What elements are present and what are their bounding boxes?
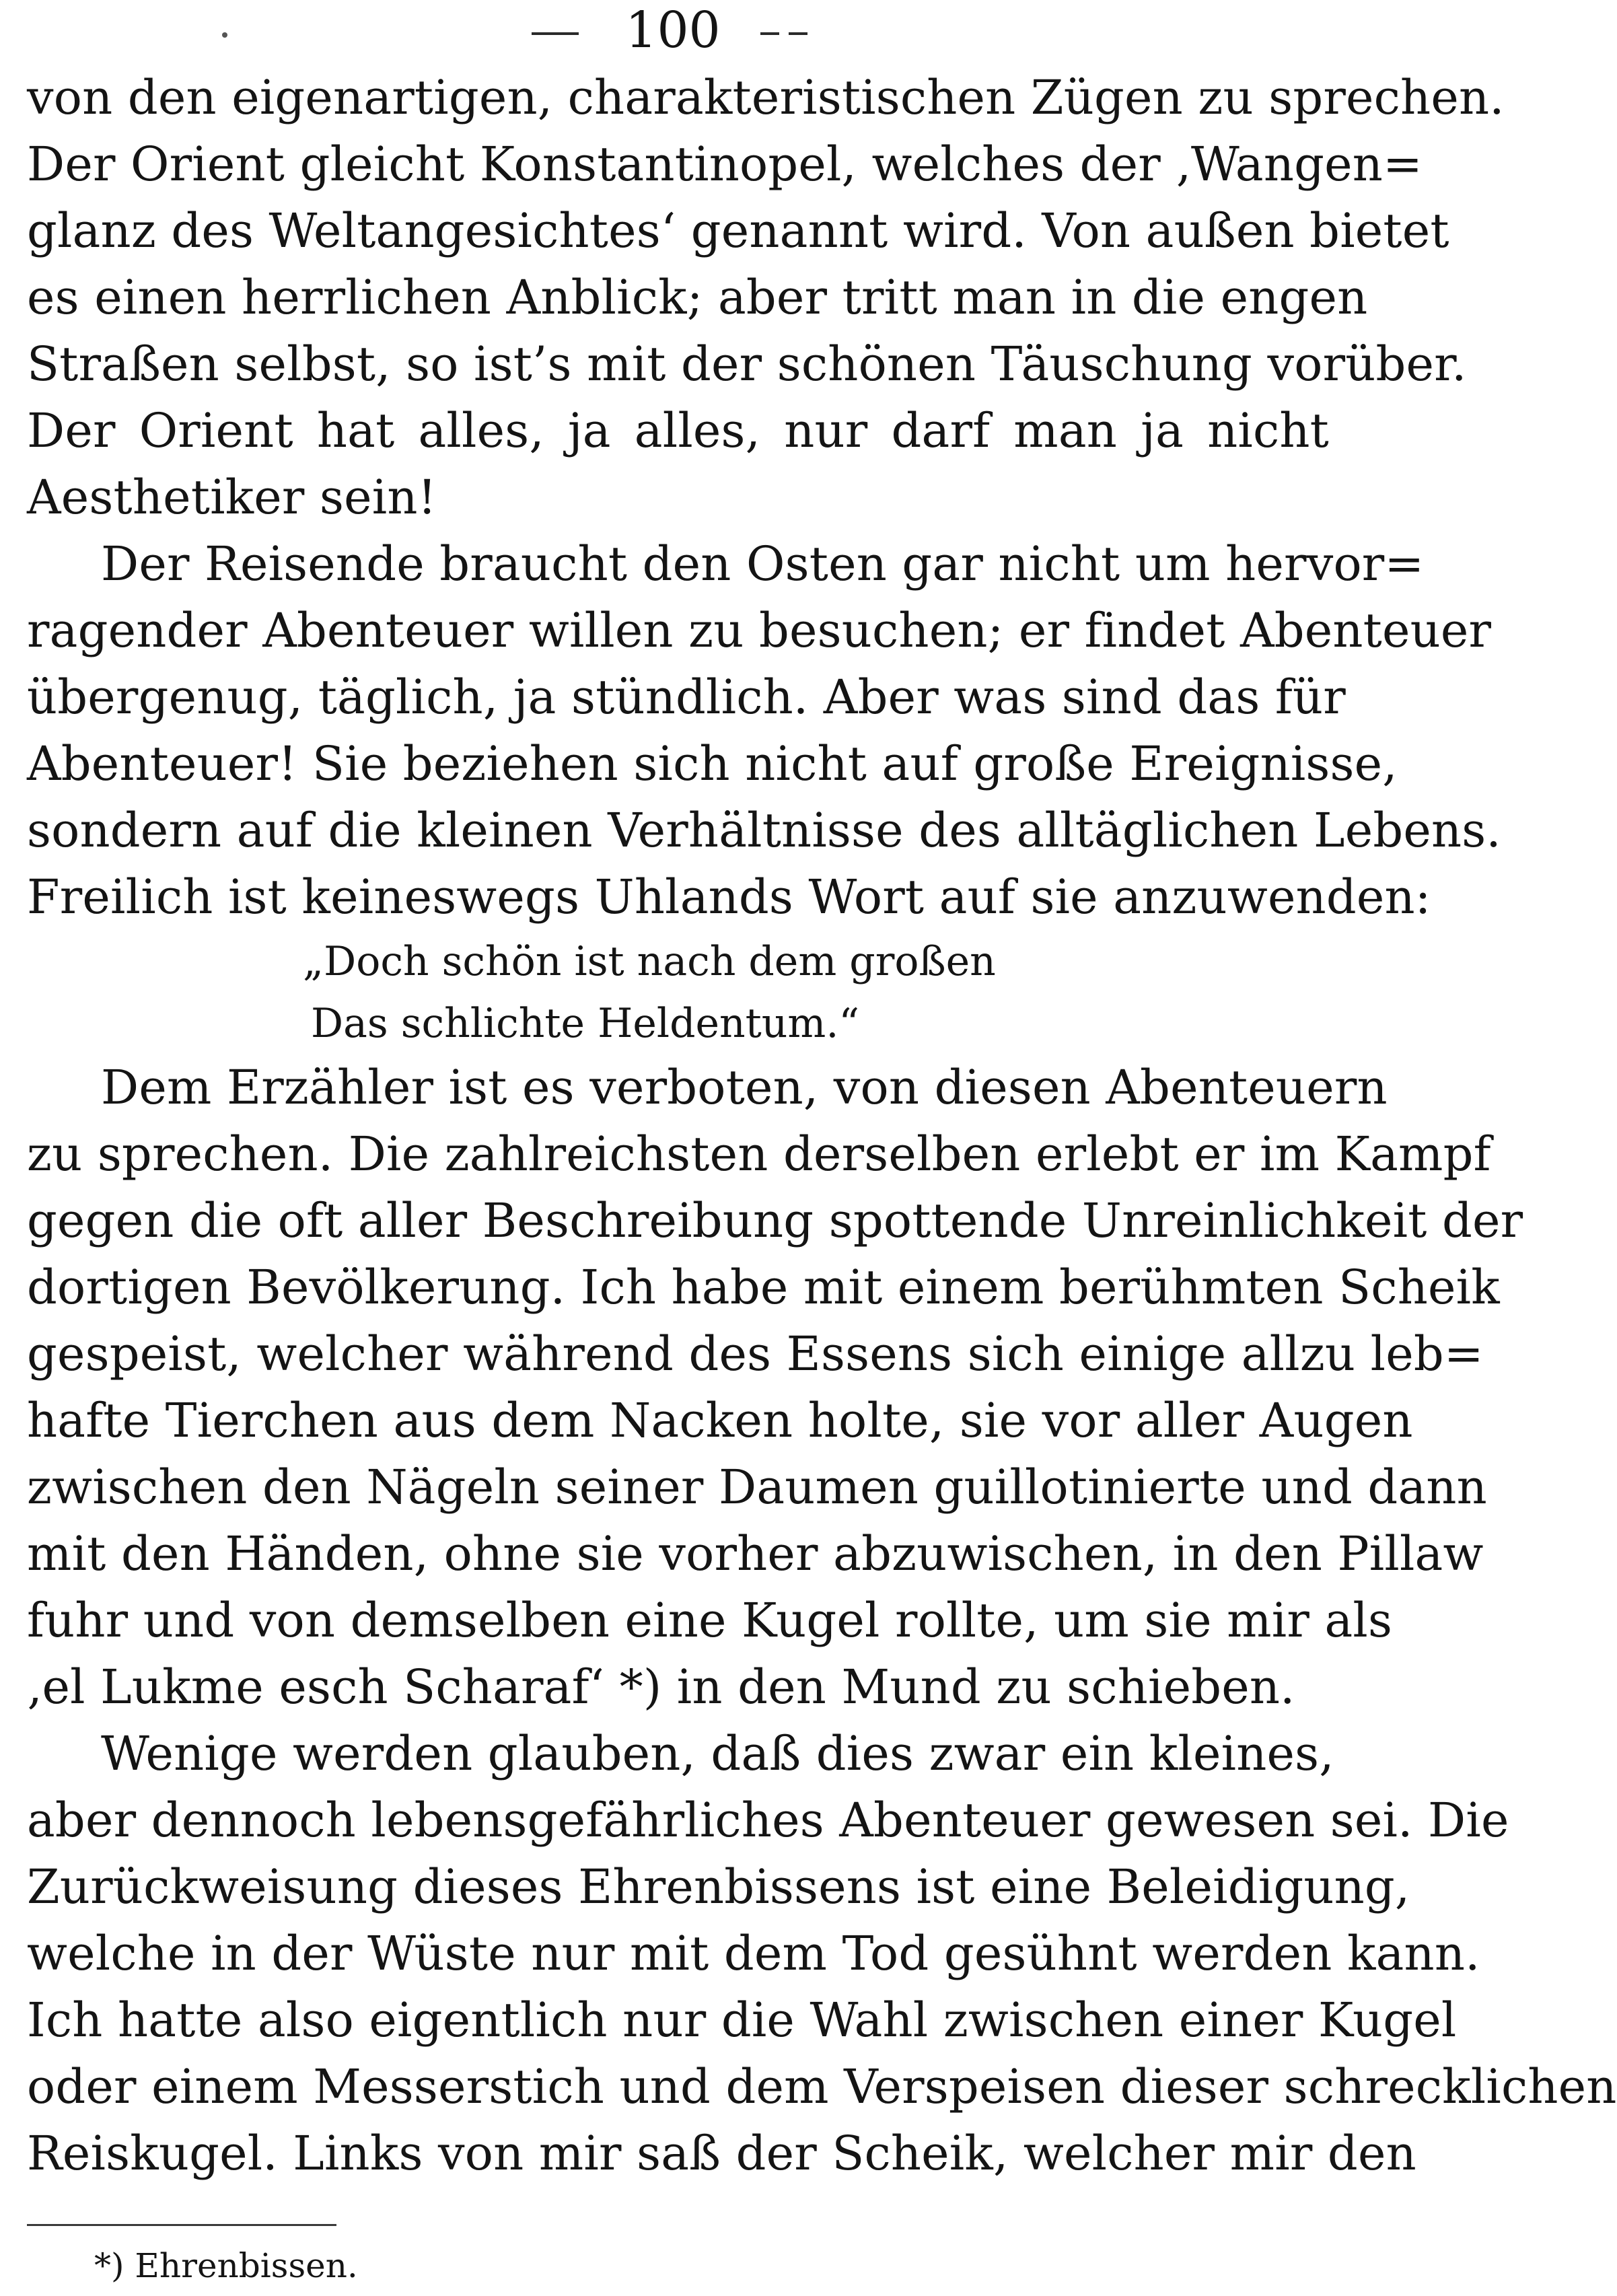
paragraph-3 bbox=[27, 1054, 1523, 1721]
text-line: aber dennoch lebensgefährliches Abenteuer gewesen sei. Die bbox=[27, 1793, 1509, 1848]
page-number: 100 bbox=[625, 1, 721, 59]
text-line: Ich hatte also eigentlich nur die Wahl zwischen einer Kugel bbox=[27, 1993, 1457, 2048]
text-line: übergenug, täglich, ja stündlich. Aber was sind das für bbox=[27, 670, 1346, 725]
text-line: welche in der Wüste nur mit dem Tod gesühnt werden kann. bbox=[27, 1926, 1480, 1981]
paragraph-1 bbox=[27, 65, 1505, 531]
paragraph-4 bbox=[27, 1721, 1617, 2187]
text-line: Der Orient gleicht Konstantinopel, welches der ‚Wangen= bbox=[27, 137, 1423, 192]
quote-line: Das schlichte Heldentum.“ bbox=[311, 1000, 860, 1047]
text-line: gespeist, welcher während des Essens sich einige allzu leb= bbox=[27, 1326, 1484, 1382]
text-line: glanz des Weltangesichtes‘ genannt wird. Von außen bietet bbox=[27, 203, 1449, 258]
text-line: sondern auf die kleinen Verhältnisse des alltäglichen Lebens. bbox=[27, 803, 1501, 858]
verse-quote bbox=[27, 931, 1329, 1054]
text-line: oder einem Messerstich und dem Verspeisen dieser schrecklichen bbox=[27, 2059, 1617, 2114]
text-line: ragender Abenteuer willen zu besuchen; er findet Abenteuer bbox=[27, 603, 1492, 658]
paragraph-2 bbox=[27, 531, 1501, 931]
header-dash-left bbox=[532, 32, 579, 35]
text-line: mit den Händen, ohne sie vorher abzuwischen, in den Pillaw bbox=[27, 1526, 1484, 1581]
header-dash-right bbox=[760, 32, 779, 35]
text-line: hafte Tierchen aus dem Nacken holte, sie vor aller Augen bbox=[27, 1393, 1413, 1448]
text-line: fuhr und von demselben eine Kugel rollte, um sie mir als bbox=[27, 1593, 1393, 1648]
text-line: von den eigenartigen, charakteristischen Zügen zu sprechen. bbox=[27, 70, 1505, 125]
text-line: ‚el Lukme esch Scharaf‘ *) in den Mund zu schieben. bbox=[27, 1659, 1295, 1715]
text-line: Zurückweisung dieses Ehrenbissens ist eine Beleidigung, bbox=[27, 1859, 1410, 1914]
text-line: Der Orient hat alles, ja alles, nur darf man ja nicht bbox=[27, 403, 1329, 458]
text-line: Abenteuer! Sie beziehen sich nicht auf große Ereignisse, bbox=[27, 736, 1398, 791]
footnote-rule bbox=[27, 2224, 336, 2226]
text-line: zwischen den Nägeln seiner Daumen guillotinierte und dann bbox=[27, 1460, 1487, 1515]
text-line: gegen die oft aller Beschreibung spottende Unreinlichkeit der bbox=[27, 1193, 1523, 1248]
text-line: zu sprechen. Die zahlreichsten derselben erlebt er im Kampf bbox=[27, 1126, 1491, 1182]
header-dot bbox=[222, 32, 227, 38]
page-header bbox=[0, 0, 1351, 61]
text-line: Wenige werden glauben, daß dies zwar ein kleines, bbox=[101, 1726, 1334, 1781]
text-line: Aesthetiker sein! bbox=[27, 470, 437, 525]
text-line: Freilich ist keineswegs Uhlands Wort auf sie anzuwenden: bbox=[27, 869, 1431, 925]
text-line: Der Reisende braucht den Osten gar nicht um hervor= bbox=[101, 536, 1425, 591]
footnote: *) Ehrenbissen. bbox=[94, 2246, 358, 2285]
text-line: Dem Erzähler ist es verboten, von diesen Abenteuern bbox=[101, 1060, 1388, 1115]
text-line: Reiskugel. Links von mir saß der Scheik, welcher mir den bbox=[27, 2126, 1416, 2181]
text-line: es einen herrlichen Anblick; aber tritt man in die engen bbox=[27, 270, 1368, 325]
text-line: dortigen Bevölkerung. Ich habe mit einem berühmten Scheik bbox=[27, 1260, 1500, 1315]
header-dash-right bbox=[789, 32, 807, 35]
text-line: Straßen selbst, so ist’s mit der schönen Täuschung vorüber. bbox=[27, 336, 1467, 392]
quote-line: „Doch schön ist nach dem großen bbox=[303, 938, 996, 985]
page-body bbox=[27, 65, 1617, 2187]
